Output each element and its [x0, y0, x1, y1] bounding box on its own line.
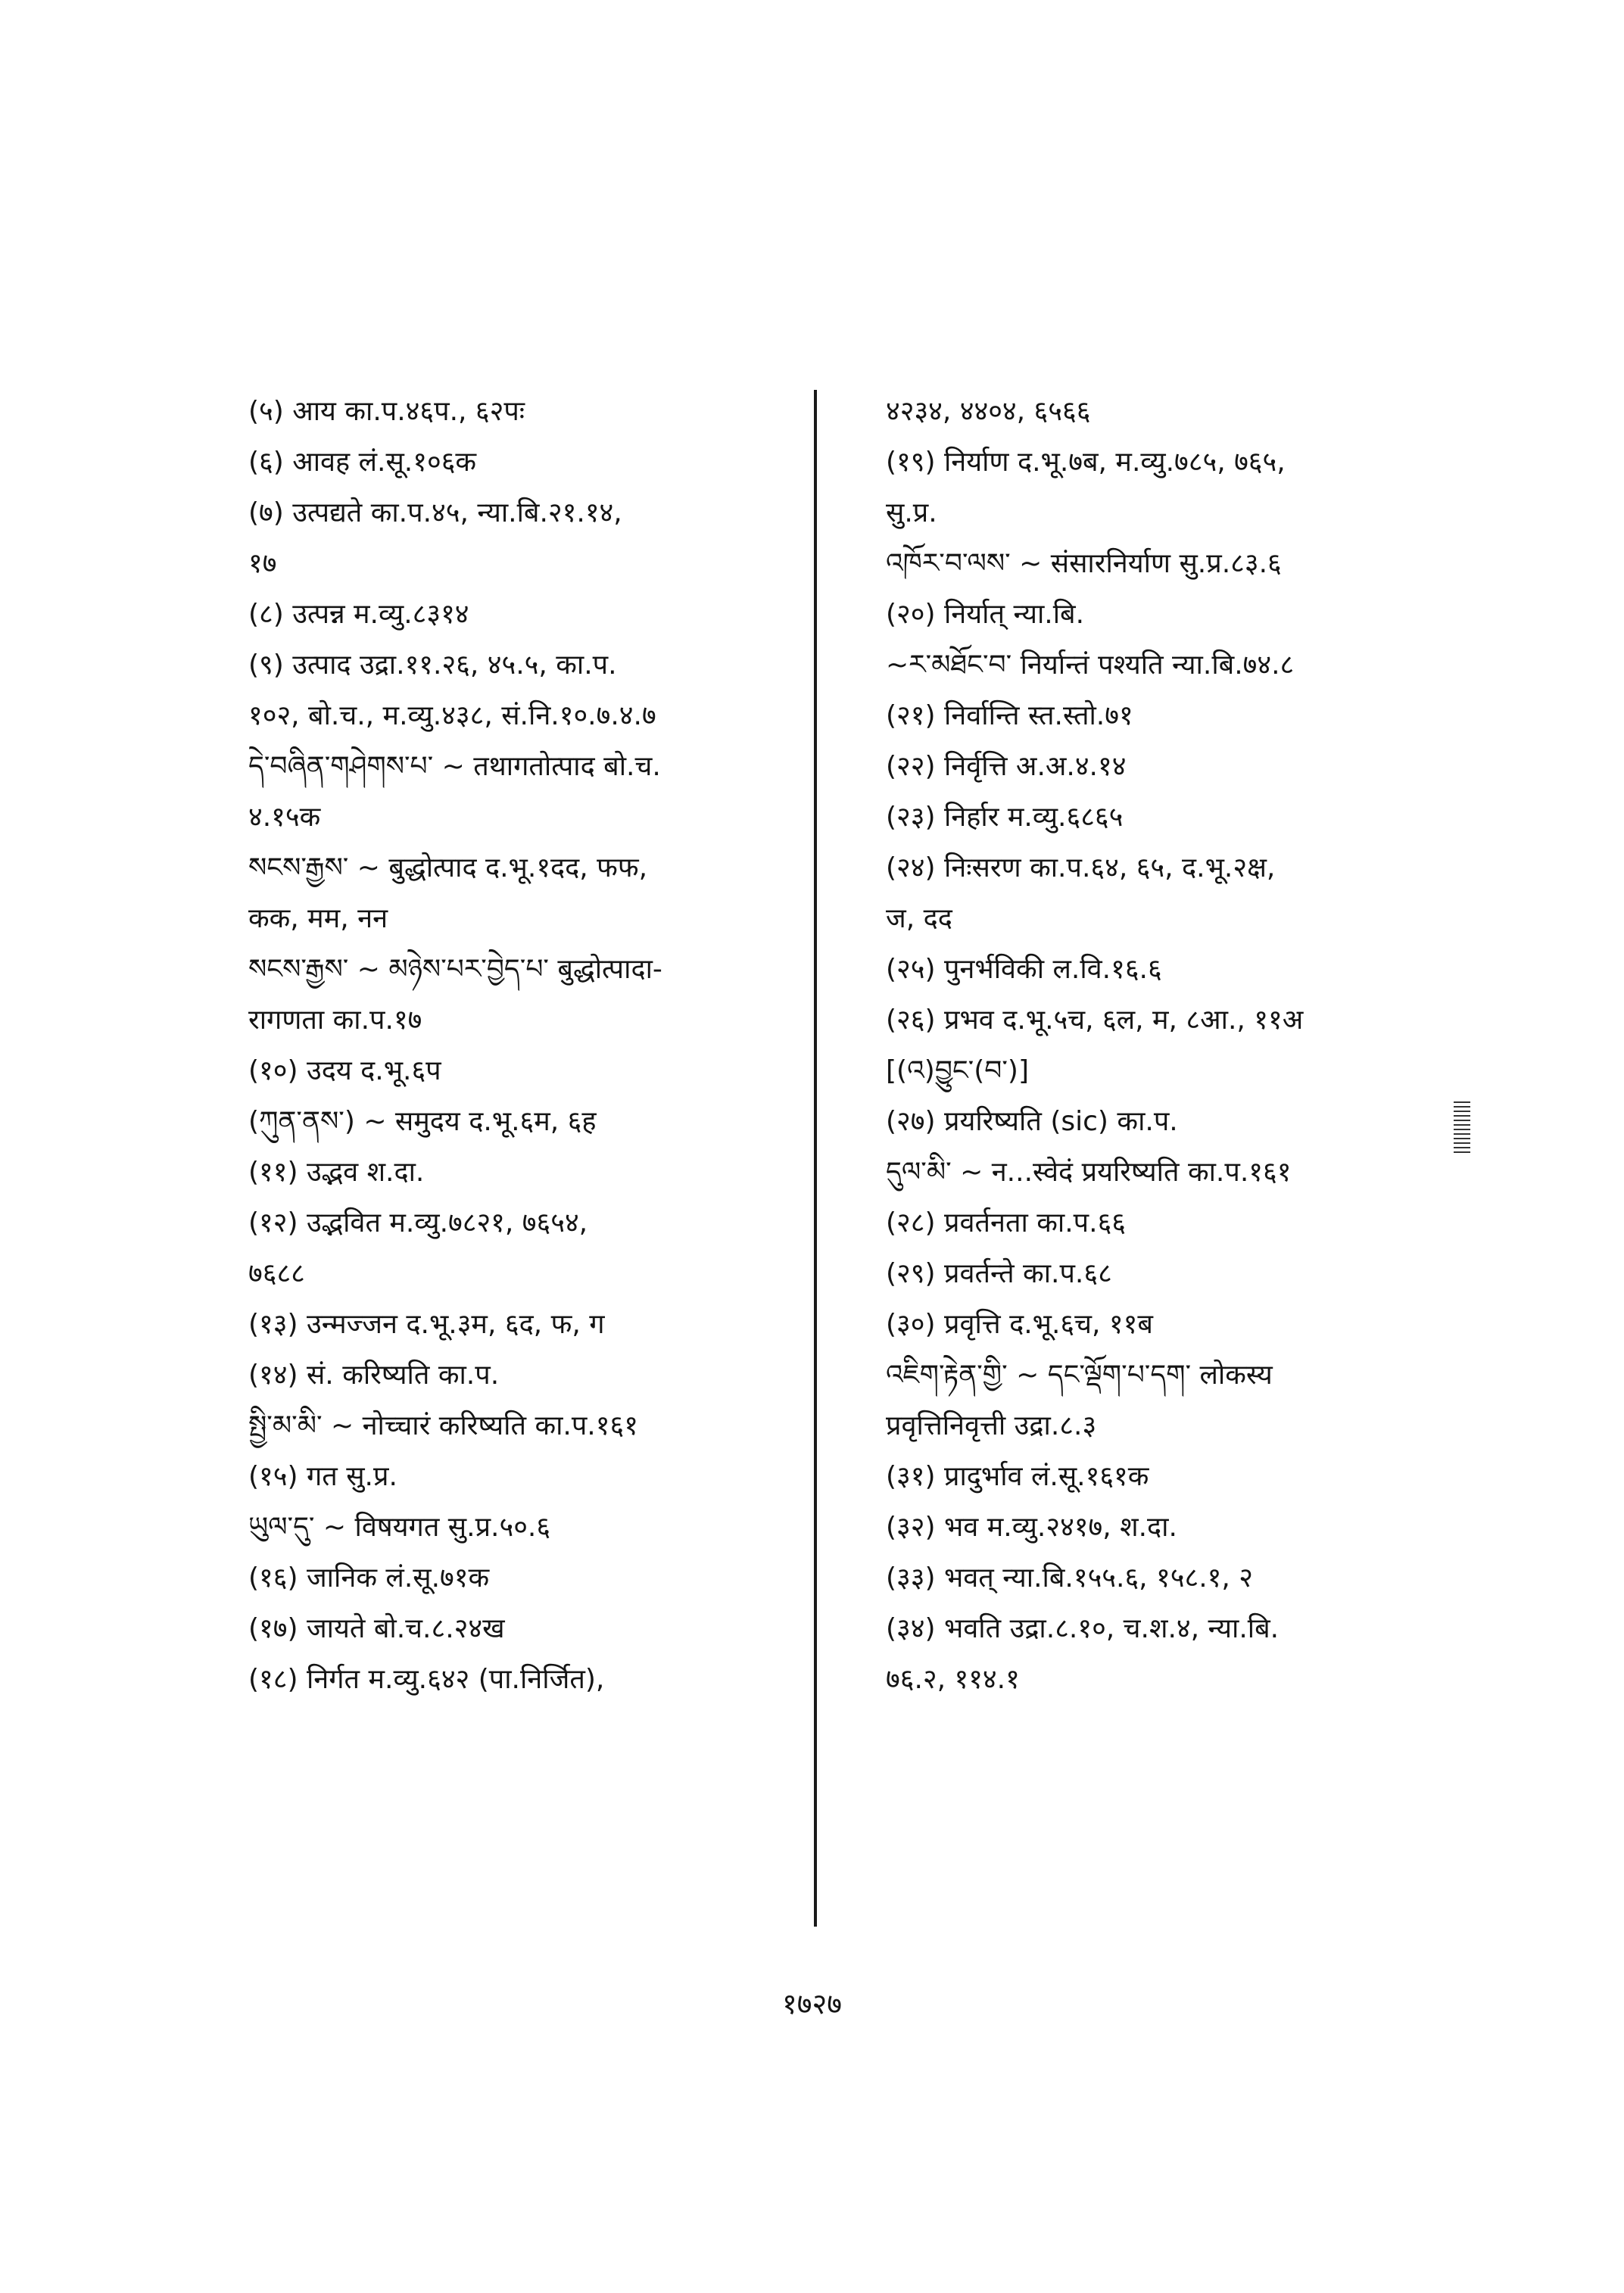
- entry-line: प्रवृत्तिनिवृत्ती उद्रा.८.३: [886, 1410, 1097, 1441]
- entry-line: (७) उत्पद्यते का.प.४५, न्या.बि.२१.१४,: [248, 497, 622, 528]
- entry-line: (३१) प्रादुर्भाव लं.सू.१६१क: [886, 1461, 1149, 1492]
- entry-line: (६) आवह लं.सू.१०६क: [248, 447, 477, 478]
- entry-line: (२६) प्रभव द.भू.५च, ६ल, म, ८आ., ११अ: [886, 1005, 1304, 1036]
- entry-line: (२५) पुनर्भविकी ल.वि.१६.६: [886, 954, 1162, 985]
- entry-line: (१२) उद्भवित म.व्यु.७८२१, ७६५४,: [248, 1207, 588, 1238]
- entry-line: སངས་རྒྱས་ ~ མཉེས་པར་བྱེད་པ་ बुद्धोत्पादा-: [248, 954, 662, 985]
- entry-line: འཇིག་རྟེན་གྱི་ ~ དང་ལྡོག་པ་དག་ लोकस्य: [886, 1360, 1273, 1391]
- entry-line: དེ་བཞིན་གཤེགས་པ་ ~ तथागतोत्पाद बो.च.: [248, 751, 661, 782]
- entry-line: ज, दद: [886, 903, 952, 934]
- left-column: [248, 386, 795, 1705]
- entry-line: དུལ་མི་ ~ न...स्वेदं प्रयरिष्यति का.प.१६१: [886, 1157, 1292, 1188]
- entry-line: [(འ)བྱུང་(བ་)]: [886, 1055, 1029, 1086]
- entry-line: ७६८८: [248, 1258, 305, 1289]
- entry-line: १०२, बो.च., म.व्यु.४३८, सं.नि.१०.७.४.७: [248, 700, 656, 731]
- entry-line: ཡུལ་དུ་ ~ विषयगत सु.प्र.५०.६: [248, 1512, 551, 1543]
- entry-line: ४.१५क: [248, 802, 321, 833]
- entry-line: (२३) निर्हार म.व्यु.६८६५: [886, 802, 1124, 833]
- entry-line: (१३) उन्मज्जन द.भू.३म, ६द, फ, ग: [248, 1309, 605, 1340]
- entry-line: (१६) जानिक लं.सू.७१क: [248, 1562, 490, 1594]
- entry-line: (३०) प्रवृत्ति द.भू.६च, ११ब: [886, 1309, 1153, 1340]
- entry-line: (२१) निर्वान्ति स्त.स्तो.७१: [886, 700, 1133, 731]
- entry-line: (२०) निर्यात् न्या.बि.: [886, 599, 1085, 630]
- entry-line: रागणता का.प.१७: [248, 1005, 422, 1036]
- entry-line: (१८) निर्गत म.व्यु.६४२ (पा.निर्जित),: [248, 1664, 605, 1695]
- page-number: १७२७: [781, 1987, 843, 2020]
- right-column: [886, 386, 1432, 1705]
- entry-line: कक, मम, नन: [248, 903, 388, 934]
- entry-line: སངས་རྒྱས་ ~ बुद्धोत्पाद द.भू.१दद, फफ,: [248, 852, 648, 883]
- entry-line: (९) उत्पाद उद्रा.११.२६, ४५.५, का.प.: [248, 650, 617, 681]
- entry-line: ~ར་མཐོང་བ་ निर्यान्तं पश्यति न्या.बि.७४.८: [886, 650, 1295, 681]
- entry-line: (२७) प्रयरिष्यति (sic) का.प.: [886, 1106, 1178, 1137]
- entry-line: (१७) जायते बो.च.८.२४ख: [248, 1613, 505, 1644]
- entry-line: ७६.२, ११४.१: [886, 1664, 1020, 1695]
- entry-line: (२४) निःसरण का.प.६४, ६५, द.भू.२क्ष,: [886, 852, 1276, 883]
- entry-line: (१९) निर्याण द.भू.७ब, म.व्यु.७८५, ७६५,: [886, 447, 1286, 478]
- column-divider: [814, 390, 817, 1927]
- entry-line: १७: [248, 548, 277, 579]
- entry-line: (११) उद्भव श.दा.: [248, 1157, 425, 1188]
- entry-line: (२९) प्रवर्तन्ते का.प.६८: [886, 1258, 1112, 1289]
- entry-line: (ཀུན་ནས་) ~ समुदय द.भू.६म, ६ह: [248, 1106, 597, 1137]
- entry-line: (३४) भवति उद्रा.८.१०, च.श.४, न्या.बि.: [886, 1613, 1280, 1644]
- entry-line: (२८) प्रवर्तनता का.प.६६: [886, 1207, 1127, 1238]
- entry-line: (१४) सं. करिष्यति का.प.: [248, 1360, 500, 1391]
- entry-line: (१५) गत सु.प्र.: [248, 1461, 397, 1492]
- entry-line: सु.प्र.: [886, 497, 937, 528]
- entry-line: (१०) उदय द.भू.६प: [248, 1055, 441, 1086]
- entry-line: ४२३४, ४४०४, ६५६६: [886, 396, 1091, 427]
- margin-mark: [1454, 1101, 1470, 1154]
- entry-line: (३२) भव म.व्यु.२४१७, श.दा.: [886, 1512, 1177, 1543]
- entry-line: འཁོར་བ་ལས་ ~ संसारनिर्याण सु.प्र.८३.६: [886, 548, 1282, 579]
- entry-line: (२२) निर्वृत्ति अ.अ.४.१४: [886, 751, 1127, 782]
- entry-line: (८) उत्पन्न म.व्यु.८३१४: [248, 599, 469, 630]
- entry-line: སྤྱི་མ་མི་ ~ नोच्चारं करिष्यति का.प.१६१: [248, 1410, 638, 1441]
- entry-line: (५) आय का.प.४६प., ६२पः: [248, 396, 525, 427]
- entry-line: (३३) भवत् न्या.बि.१५५.६, १५८.१, २: [886, 1562, 1253, 1594]
